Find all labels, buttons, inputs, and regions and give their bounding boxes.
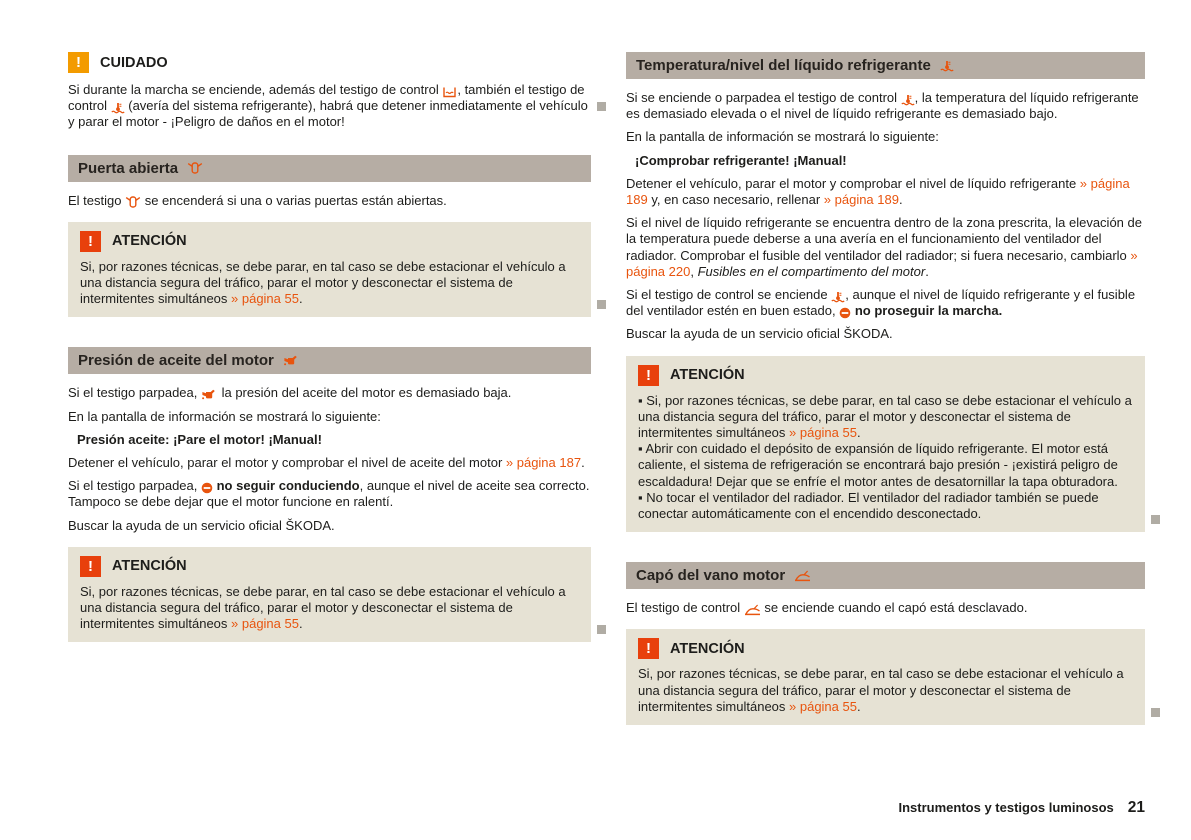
page-footer	[898, 799, 1145, 817]
paragraph: Si el testigo de control se enciende , aunque el nivel de líquido refrigerante y el fusible del ventilador estén en buen estado, no proseguir la marcha.	[626, 287, 1136, 319]
page-reference-link[interactable]: » página 55	[231, 291, 299, 307]
paragraph: El testigo de control se enciende cuando el capó está desclavado.	[626, 600, 1028, 616]
left-column	[68, 52, 591, 642]
page-reference-link[interactable]: » página 55	[789, 425, 857, 441]
section-header-presion-aceite	[68, 347, 591, 374]
paragraph: Buscar la ayuda de un servicio oficial ŠKODA.	[68, 517, 335, 533]
atencion-label: ATENCIÓN	[112, 233, 187, 250]
hood-icon	[744, 604, 761, 616]
atencion-warning-icon: !	[638, 365, 659, 386]
paragraph: Si el nivel de líquido refrigerante se encuentra dentro de la zona prescrita, la elevación de la temperatura puede deberse a una avería en el funcionamiento del ventilador del radiador. Comprobar el fusible del ventilador del radiador; si fuera necesario, cambiarlo » página 220, Fusibles en el compartimento del motor.	[626, 215, 1142, 279]
page-reference-link[interactable]: » página 187	[505, 455, 582, 471]
attention-box	[626, 356, 1145, 533]
paragraph: Detener el vehículo, parar el motor y comprobar el nivel de aceite del motor » página 187.	[68, 455, 585, 471]
coolant-icon	[901, 94, 915, 106]
cuidado-label: CUIDADO	[100, 54, 168, 71]
paragraph: Detener el vehículo, parar el motor y comprobar el nivel de líquido refrigerante » página 189 y, en caso necesario, rellenar » página 189.	[626, 175, 1130, 208]
paragraph: En la pantalla de información se mostrará lo siguiente:	[626, 129, 939, 145]
page-reference-link[interactable]: » página 220	[626, 247, 1138, 279]
atencion-heading	[80, 556, 579, 577]
oil-icon	[201, 389, 218, 400]
section-title: Temperatura/nivel del líquido refrigerante	[636, 57, 931, 74]
page-reference-link[interactable]: » página 189	[626, 175, 1130, 208]
atencion-warning-icon: !	[638, 638, 659, 659]
section-end-marker	[597, 102, 606, 111]
door-open-icon	[125, 196, 141, 208]
cuidado-heading	[68, 52, 591, 73]
section-header-capo-vano-motor	[626, 562, 1145, 589]
atencion-warning-icon: !	[80, 231, 101, 252]
paragraph: En la pantalla de información se mostrará lo siguiente:	[68, 408, 381, 424]
paragraph: Si se enciende o parpadea el testigo de control , la temperatura del líquido refrigerante es demasiado elevada o el nivel de líquido refrigerante es demasiado bajo.	[626, 90, 1139, 122]
coolant-icon	[111, 102, 125, 114]
atencion-label: ATENCIÓN	[112, 558, 187, 575]
section-header-puerta-abierta	[68, 155, 591, 182]
section-end-marker	[597, 300, 606, 309]
section-title: Puerta abierta	[78, 159, 179, 177]
stop-icon	[201, 482, 213, 494]
paragraph: Si durante la marcha se enciende, además del testigo de control , también el testigo de control (avería del sistema refrigerante), habrá que detener inmediatamente el vehículo y parar el motor - ¡Peligro de daños en el motor!	[68, 82, 591, 131]
attention-bullet: ▪ Abrir con cuidado el depósito de expansión de líquido refrigerante. El motor está caliente, el sistema de refrigeración se encontrará bajo presión - ¡existirá peligro de escaldadura! Dejar que se enfríe el motor antes de desatornillar la tapa obturadora.	[638, 441, 1118, 489]
atencion-label: ATENCIÓN	[670, 367, 745, 384]
coolant-level-icon	[442, 86, 457, 98]
display-message	[68, 432, 591, 448]
paragraph: Si el testigo parpadea, no seguir conduciendo, aunque el nivel de aceite sea correcto. Tampoco se debe dejar que el motor funcione en ralentí.	[68, 478, 590, 510]
attention-bullet: ▪ Si, por razones técnicas, se debe parar, en tal caso se debe estacionar el vehículo a una distancia segura del tráfico, parar el motor y desconectar el sistema de intermitentes simultáneos » página 55.	[638, 392, 1132, 441]
atencion-label: ATENCIÓN	[670, 640, 745, 657]
door-open-icon	[187, 162, 203, 174]
coolant-icon	[831, 291, 845, 303]
section-title: Capó del vano motor	[636, 567, 786, 585]
section-end-marker	[1151, 515, 1160, 524]
page-reference-link[interactable]: » página 189	[823, 192, 899, 208]
emphasis-text: Presión aceite: ¡Pare el motor! ¡Manual!	[77, 431, 322, 447]
section-end-marker	[597, 625, 606, 634]
emphasis-text: ¡Comprobar refrigerante! ¡Manual!	[635, 152, 847, 168]
paragraph: Buscar la ayuda de un servicio oficial ŠKODA.	[626, 326, 893, 342]
emphasis-text: no seguir conduciendo	[216, 478, 360, 494]
footer-section-title: Instrumentos y testigos luminosos	[898, 800, 1114, 815]
emphasis-text: no proseguir la marcha.	[854, 303, 1003, 319]
paragraph: El testigo se encenderá si una o varias puertas están abiertas.	[68, 192, 447, 208]
attention-text: Si, por razones técnicas, se debe parar, en tal caso se debe estacionar el vehículo a una distancia segura del tráfico, parar el motor y desconectar el sistema de intermitentes simultáneos » página 55.	[638, 666, 1124, 714]
atencion-warning-icon: !	[80, 556, 101, 577]
attention-text: Si, por razones técnicas, se debe parar, en tal caso se debe estacionar el vehículo a una distancia segura del tráfico, parar el motor y desconectar el sistema de intermitentes simultáneos » página 55.	[80, 258, 566, 307]
atencion-heading	[638, 638, 1133, 659]
attention-bullet: ▪ No tocar el ventilador del radiador. El ventilador del radiador también se puede conectar automáticamente con el encendido desconectado.	[638, 489, 1099, 522]
atencion-heading	[80, 231, 579, 252]
italic-reference: Fusibles en el compartimento del motor	[697, 263, 926, 279]
attention-box	[68, 547, 591, 643]
page-number: 21	[1127, 799, 1145, 816]
section-end-marker	[1151, 708, 1160, 717]
attention-text: Si, por razones técnicas, se debe parar, en tal caso se debe estacionar el vehículo a una distancia segura del tráfico, parar el motor y desconectar el sistema de intermitentes simultáneos » página 55.	[80, 583, 566, 632]
hood-icon	[794, 570, 811, 582]
page-reference-link[interactable]: » página 55	[231, 616, 299, 632]
stop-icon	[839, 307, 851, 319]
oil-icon	[283, 355, 300, 366]
attention-box	[626, 629, 1145, 725]
paragraph: Si el testigo parpadea, la presión del aceite del motor es demasiado baja.	[68, 385, 512, 401]
attention-box	[68, 222, 591, 318]
cuidado-warning-icon: !	[68, 52, 89, 73]
page-reference-link[interactable]: » página 55	[789, 698, 857, 714]
section-header-temperatura-refrigerante	[626, 52, 1145, 79]
section-title: Presión de aceite del motor	[78, 352, 274, 370]
display-message	[626, 153, 1145, 169]
atencion-heading	[638, 365, 1133, 386]
right-column	[626, 52, 1145, 725]
coolant-icon	[940, 60, 954, 72]
